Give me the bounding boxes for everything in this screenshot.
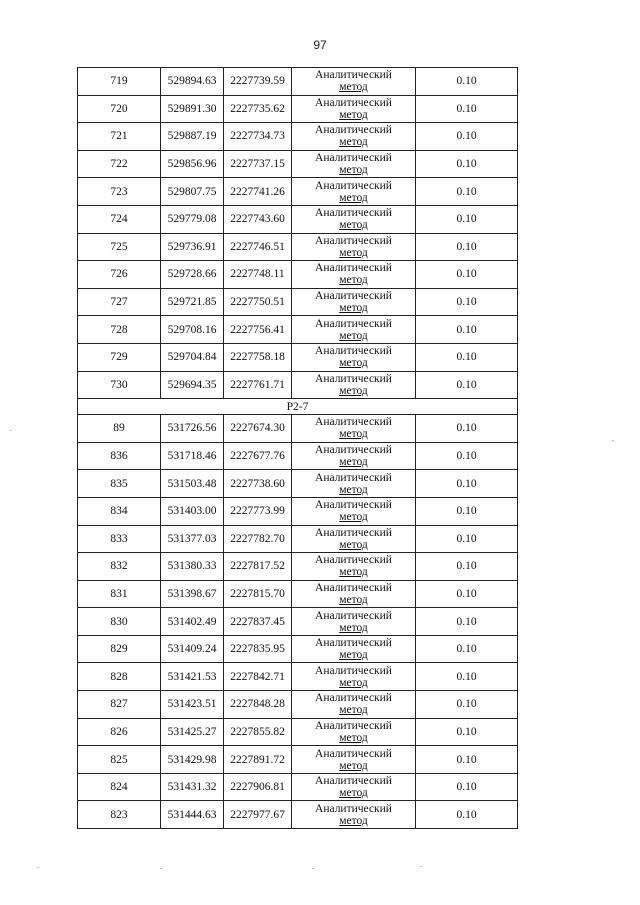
accuracy-cell: 0.10 bbox=[416, 178, 518, 206]
method-line-1: Аналитический bbox=[315, 207, 392, 220]
accuracy-cell: 0.10 bbox=[416, 123, 518, 151]
point-number-cell: 830 bbox=[78, 608, 161, 636]
method-line-2: метод bbox=[339, 357, 368, 370]
coord-y-cell: 2227891.72 bbox=[224, 746, 292, 774]
method-line-2: метод bbox=[339, 593, 368, 606]
method-line-2: метод bbox=[339, 428, 368, 441]
method-line-1: Аналитический bbox=[315, 345, 392, 358]
method-cell bbox=[292, 371, 416, 399]
coord-y-cell: 2227750.51 bbox=[224, 288, 292, 316]
method-line-2: метод bbox=[339, 81, 368, 94]
method-line-2: метод bbox=[339, 483, 368, 496]
method-line-1: Аналитический bbox=[315, 581, 392, 594]
method-line-2: метод bbox=[339, 329, 368, 342]
point-number-cell: 725 bbox=[78, 233, 161, 261]
coord-x-cell: 531403.00 bbox=[161, 497, 224, 525]
coord-y-cell: 2227848.28 bbox=[224, 691, 292, 719]
coord-x-cell: 531409.24 bbox=[161, 635, 224, 663]
accuracy-cell: 0.10 bbox=[416, 343, 518, 371]
method-line-1: Аналитический bbox=[315, 554, 392, 567]
method-cell bbox=[292, 288, 416, 316]
table-row bbox=[78, 205, 518, 233]
method-line-2: метод bbox=[339, 731, 368, 744]
coord-y-cell: 2227773.99 bbox=[224, 497, 292, 525]
accuracy-cell: 0.10 bbox=[416, 746, 518, 774]
method-line-2: метод bbox=[339, 456, 368, 469]
method-line-1: Аналитический bbox=[315, 802, 392, 815]
method-line-1: Аналитический bbox=[315, 609, 392, 622]
method-cell bbox=[292, 801, 416, 829]
point-number-cell: 730 bbox=[78, 371, 161, 399]
coord-x-cell: 529887.19 bbox=[161, 123, 224, 151]
point-number-cell: 833 bbox=[78, 525, 161, 553]
table-row bbox=[78, 635, 518, 663]
method-cell bbox=[292, 497, 416, 525]
method-cell bbox=[292, 718, 416, 746]
coord-y-cell: 2227761.71 bbox=[224, 371, 292, 399]
point-number-cell: 726 bbox=[78, 261, 161, 289]
section-row bbox=[78, 399, 518, 415]
table-row bbox=[78, 371, 518, 399]
method-cell bbox=[292, 608, 416, 636]
method-line-1: Аналитический bbox=[315, 152, 392, 165]
method-cell bbox=[292, 343, 416, 371]
method-cell bbox=[292, 150, 416, 178]
table-row bbox=[78, 178, 518, 206]
table-row bbox=[78, 663, 518, 691]
table-row bbox=[78, 95, 518, 123]
method-cell bbox=[292, 691, 416, 719]
method-line-1: Аналитический bbox=[315, 69, 392, 82]
accuracy-cell: 0.10 bbox=[416, 691, 518, 719]
coord-x-cell: 531431.32 bbox=[161, 773, 224, 801]
method-line-1: Аналитический bbox=[315, 290, 392, 303]
method-line-2: метод bbox=[339, 649, 368, 662]
coord-y-cell: 2227815.70 bbox=[224, 580, 292, 608]
accuracy-cell: 0.10 bbox=[416, 233, 518, 261]
point-number-cell: 826 bbox=[78, 718, 161, 746]
coord-x-cell: 531377.03 bbox=[161, 525, 224, 553]
coord-y-cell: 2227734.73 bbox=[224, 123, 292, 151]
method-line-2: метод bbox=[339, 704, 368, 717]
coord-x-cell: 529721.85 bbox=[161, 288, 224, 316]
coord-x-cell: 529736.91 bbox=[161, 233, 224, 261]
point-number-cell: 827 bbox=[78, 691, 161, 719]
method-line-1: Аналитический bbox=[315, 692, 392, 705]
accuracy-cell: 0.10 bbox=[416, 316, 518, 344]
coord-x-cell: 531402.49 bbox=[161, 608, 224, 636]
point-number-cell: 825 bbox=[78, 746, 161, 774]
accuracy-cell: 0.10 bbox=[416, 553, 518, 581]
accuracy-cell: 0.10 bbox=[416, 718, 518, 746]
method-line-2: метод bbox=[339, 274, 368, 287]
method-line-2: метод bbox=[339, 759, 368, 772]
point-number-cell: 723 bbox=[78, 178, 161, 206]
coord-y-cell: 2227758.18 bbox=[224, 343, 292, 371]
accuracy-cell: 0.10 bbox=[416, 205, 518, 233]
method-line-1: Аналитический bbox=[315, 637, 392, 650]
method-line-2: метод bbox=[339, 787, 368, 800]
method-cell bbox=[292, 580, 416, 608]
coord-y-cell: 2227735.62 bbox=[224, 95, 292, 123]
coord-y-cell: 2227748.11 bbox=[224, 261, 292, 289]
table-row bbox=[78, 691, 518, 719]
coord-x-cell: 531503.48 bbox=[161, 470, 224, 498]
method-line-2: метод bbox=[339, 246, 368, 259]
table-row bbox=[78, 233, 518, 261]
point-number-cell: 719 bbox=[78, 68, 161, 96]
method-cell bbox=[292, 553, 416, 581]
table-row bbox=[78, 746, 518, 774]
coord-x-cell: 531718.46 bbox=[161, 442, 224, 470]
table-row bbox=[78, 123, 518, 151]
coord-x-cell: 531398.67 bbox=[161, 580, 224, 608]
table-row bbox=[78, 608, 518, 636]
coord-y-cell: 2227746.51 bbox=[224, 233, 292, 261]
point-number-cell: 89 bbox=[78, 415, 161, 443]
table-row bbox=[78, 497, 518, 525]
table-row bbox=[78, 442, 518, 470]
method-line-1: Аналитический bbox=[315, 775, 392, 788]
point-number-cell: 832 bbox=[78, 553, 161, 581]
accuracy-cell: 0.10 bbox=[416, 442, 518, 470]
method-line-1: Аналитический bbox=[315, 444, 392, 457]
table-row bbox=[78, 343, 518, 371]
method-line-2: метод bbox=[339, 676, 368, 689]
coord-x-cell: 529894.63 bbox=[161, 68, 224, 96]
method-line-2: метод bbox=[339, 538, 368, 551]
method-line-1: Аналитический bbox=[315, 234, 392, 247]
method-line-1: Аналитический bbox=[315, 262, 392, 275]
point-number-cell: 836 bbox=[78, 442, 161, 470]
table-row bbox=[78, 261, 518, 289]
coord-x-cell: 529807.75 bbox=[161, 178, 224, 206]
method-cell bbox=[292, 316, 416, 344]
table-row bbox=[78, 288, 518, 316]
method-line-1: Аналитический bbox=[315, 526, 392, 539]
table-row bbox=[78, 525, 518, 553]
method-cell bbox=[292, 123, 416, 151]
point-number-cell: 824 bbox=[78, 773, 161, 801]
coord-x-cell: 529708.16 bbox=[161, 316, 224, 344]
accuracy-cell: 0.10 bbox=[416, 497, 518, 525]
method-line-2: метод bbox=[339, 814, 368, 827]
coord-y-cell: 2227906.81 bbox=[224, 773, 292, 801]
accuracy-cell: 0.10 bbox=[416, 288, 518, 316]
coord-y-cell: 2227842.71 bbox=[224, 663, 292, 691]
page-number: 97 bbox=[313, 38, 327, 52]
method-cell bbox=[292, 663, 416, 691]
table-row bbox=[78, 470, 518, 498]
coord-x-cell: 529694.35 bbox=[161, 371, 224, 399]
method-cell bbox=[292, 95, 416, 123]
method-line-1: Аналитический bbox=[315, 124, 392, 137]
coord-y-cell: 2227782.70 bbox=[224, 525, 292, 553]
point-number-cell: 823 bbox=[78, 801, 161, 829]
accuracy-cell: 0.10 bbox=[416, 371, 518, 399]
section-label: Р2-7 bbox=[78, 399, 518, 415]
method-cell bbox=[292, 635, 416, 663]
method-cell bbox=[292, 415, 416, 443]
coord-y-cell: 2227737.15 bbox=[224, 150, 292, 178]
accuracy-cell: 0.10 bbox=[416, 801, 518, 829]
accuracy-cell: 0.10 bbox=[416, 470, 518, 498]
point-number-cell: 721 bbox=[78, 123, 161, 151]
point-number-cell: 720 bbox=[78, 95, 161, 123]
table-section-a bbox=[78, 68, 518, 399]
accuracy-cell: 0.10 bbox=[416, 525, 518, 553]
method-cell bbox=[292, 178, 416, 206]
point-number-cell: 727 bbox=[78, 288, 161, 316]
coord-y-cell: 2227674.30 bbox=[224, 415, 292, 443]
method-cell bbox=[292, 525, 416, 553]
method-line-1: Аналитический bbox=[315, 179, 392, 192]
method-line-2: метод bbox=[339, 108, 368, 121]
method-cell bbox=[292, 773, 416, 801]
table-row bbox=[78, 415, 518, 443]
point-number-cell: 834 bbox=[78, 497, 161, 525]
point-number-cell: 724 bbox=[78, 205, 161, 233]
accuracy-cell: 0.10 bbox=[416, 635, 518, 663]
method-line-2: метод bbox=[339, 621, 368, 634]
coord-y-cell: 2227756.41 bbox=[224, 316, 292, 344]
accuracy-cell: 0.10 bbox=[416, 68, 518, 96]
point-number-cell: 828 bbox=[78, 663, 161, 691]
method-cell bbox=[292, 746, 416, 774]
coordinates-table bbox=[77, 67, 518, 829]
method-line-1: Аналитический bbox=[315, 471, 392, 484]
accuracy-cell: 0.10 bbox=[416, 415, 518, 443]
coord-x-cell: 531429.98 bbox=[161, 746, 224, 774]
coord-x-cell: 531726.56 bbox=[161, 415, 224, 443]
method-line-2: метод bbox=[339, 164, 368, 177]
coord-x-cell: 531423.51 bbox=[161, 691, 224, 719]
method-line-2: метод bbox=[339, 384, 368, 397]
coord-y-cell: 2227738.60 bbox=[224, 470, 292, 498]
coord-x-cell: 529704.84 bbox=[161, 343, 224, 371]
method-line-2: метод bbox=[339, 219, 368, 232]
table-row bbox=[78, 553, 518, 581]
method-line-1: Аналитический bbox=[315, 499, 392, 512]
coord-y-cell: 2227835.95 bbox=[224, 635, 292, 663]
method-cell bbox=[292, 68, 416, 96]
accuracy-cell: 0.10 bbox=[416, 663, 518, 691]
table-row bbox=[78, 773, 518, 801]
method-cell bbox=[292, 205, 416, 233]
table-row bbox=[78, 580, 518, 608]
point-number-cell: 831 bbox=[78, 580, 161, 608]
coord-y-cell: 2227677.76 bbox=[224, 442, 292, 470]
method-line-2: метод bbox=[339, 136, 368, 149]
table-row bbox=[78, 68, 518, 96]
table-section-b bbox=[78, 415, 518, 829]
point-number-cell: 729 bbox=[78, 343, 161, 371]
method-line-1: Аналитический bbox=[315, 372, 392, 385]
method-line-2: метод bbox=[339, 566, 368, 579]
accuracy-cell: 0.10 bbox=[416, 150, 518, 178]
accuracy-cell: 0.10 bbox=[416, 608, 518, 636]
accuracy-cell: 0.10 bbox=[416, 261, 518, 289]
table-row bbox=[78, 718, 518, 746]
coord-y-cell: 2227977.67 bbox=[224, 801, 292, 829]
method-line-1: Аналитический bbox=[315, 317, 392, 330]
coord-x-cell: 531444.63 bbox=[161, 801, 224, 829]
method-line-1: Аналитический bbox=[315, 747, 392, 760]
coord-x-cell: 529856.96 bbox=[161, 150, 224, 178]
point-number-cell: 835 bbox=[78, 470, 161, 498]
coord-y-cell: 2227837.45 bbox=[224, 608, 292, 636]
point-number-cell: 829 bbox=[78, 635, 161, 663]
coord-x-cell: 529779.08 bbox=[161, 205, 224, 233]
method-line-1: Аналитический bbox=[315, 719, 392, 732]
table-row bbox=[78, 801, 518, 829]
coord-x-cell: 531380.33 bbox=[161, 553, 224, 581]
method-cell bbox=[292, 442, 416, 470]
coord-y-cell: 2227817.52 bbox=[224, 553, 292, 581]
method-line-2: метод bbox=[339, 511, 368, 524]
table-row bbox=[78, 150, 518, 178]
method-cell bbox=[292, 261, 416, 289]
accuracy-cell: 0.10 bbox=[416, 580, 518, 608]
point-number-cell: 722 bbox=[78, 150, 161, 178]
table-row bbox=[78, 316, 518, 344]
method-line-1: Аналитический bbox=[315, 664, 392, 677]
coord-y-cell: 2227741.26 bbox=[224, 178, 292, 206]
accuracy-cell: 0.10 bbox=[416, 773, 518, 801]
coord-x-cell: 529891.30 bbox=[161, 95, 224, 123]
method-line-1: Аналитический bbox=[315, 416, 392, 429]
method-line-2: метод bbox=[339, 302, 368, 315]
accuracy-cell: 0.10 bbox=[416, 95, 518, 123]
point-number-cell: 728 bbox=[78, 316, 161, 344]
coord-x-cell: 531421.53 bbox=[161, 663, 224, 691]
method-line-2: метод bbox=[339, 191, 368, 204]
method-line-1: Аналитический bbox=[315, 96, 392, 109]
table-section-header bbox=[78, 399, 518, 415]
method-cell bbox=[292, 233, 416, 261]
coord-x-cell: 531425.27 bbox=[161, 718, 224, 746]
coord-y-cell: 2227743.60 bbox=[224, 205, 292, 233]
coord-y-cell: 2227739.59 bbox=[224, 68, 292, 96]
coord-y-cell: 2227855.82 bbox=[224, 718, 292, 746]
coord-x-cell: 529728.66 bbox=[161, 261, 224, 289]
method-cell bbox=[292, 470, 416, 498]
